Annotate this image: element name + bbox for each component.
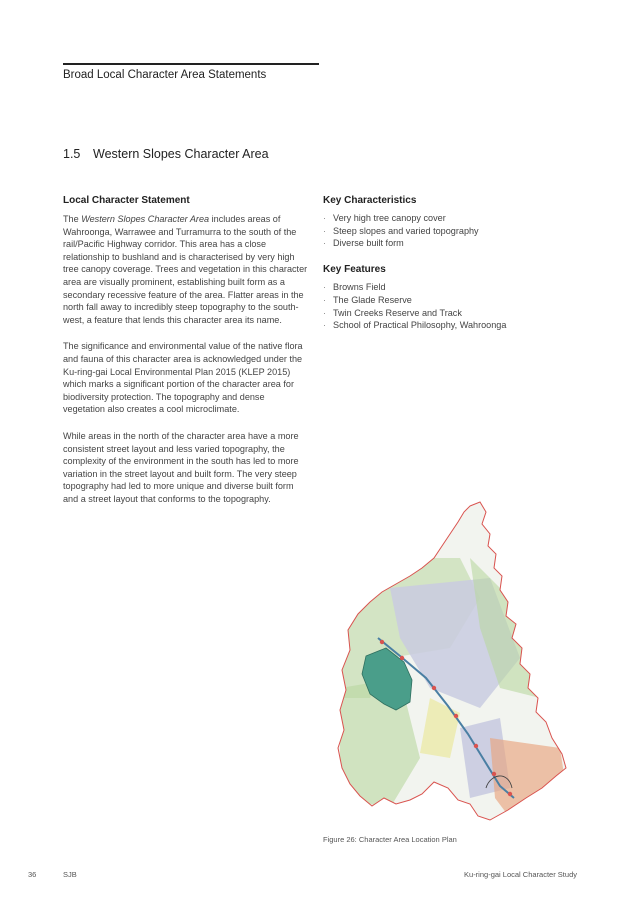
local-character-heading: Local Character Statement: [63, 195, 190, 206]
key-features-list: [323, 281, 583, 332]
station-marker: [492, 772, 496, 776]
footer-study-title: Ku-ring-gai Local Character Study: [464, 870, 577, 879]
list-item: · Twin Creeks Reserve and Track: [323, 307, 583, 320]
local-character-paragraph-3: While areas in the north of the character area have a more consistent street layout and less varied topography, the complexity of the environment in the south has led to more variation in the street layout and built form. The very steep topography had led to more unique and diverse built form and a street layout that conforms to the topography.: [63, 430, 299, 504]
list-item: · School of Practical Philosophy, Wahroonga: [323, 319, 583, 332]
page-number: 36: [28, 870, 37, 879]
station-marker: [380, 640, 384, 644]
station-marker: [474, 744, 478, 748]
footer-org: SJB: [63, 870, 77, 879]
station-marker: [400, 656, 404, 660]
station-marker: [508, 792, 512, 796]
list-item: · Very high tree canopy cover: [323, 212, 583, 225]
section-title: Western Slopes Character Area: [93, 147, 269, 161]
key-characteristics-heading: Key Characteristics: [323, 195, 417, 206]
section-number: 1.5: [63, 147, 81, 161]
list-item: · The Glade Reserve: [323, 294, 583, 307]
header-rule: [63, 63, 319, 65]
page-header-title: Broad Local Character Area Statements: [63, 69, 267, 81]
map-caption: Figure 26: Character Area Location Plan: [323, 835, 457, 844]
list-item: · Diverse built form: [323, 237, 583, 250]
list-item: · Steep slopes and varied topography: [323, 225, 583, 238]
character-area-location-map: [330, 498, 570, 828]
key-characteristics-list: [323, 212, 583, 250]
local-character-paragraph-1: [63, 213, 308, 326]
local-character-paragraph-2: The significance and environmental value of the native flora and fauna of this character area is acknowledged under the Ku-ring-gai Local Environmental Plan 2015 (KLEP 2015) which marks a significant portion of the character area for biodiversity protection. The topography and dense vegetation also creates a cool microclimate.: [63, 341, 303, 415]
characteristics-column: [323, 195, 583, 332]
p1-prefix: The: [63, 214, 82, 224]
key-features-heading: Key Features: [323, 264, 386, 276]
p1-italic: Western Slopes Character Area: [81, 214, 210, 224]
orange-zone: [490, 738, 566, 818]
list-item: · Browns Field: [323, 281, 583, 294]
station-marker: [432, 686, 436, 690]
p1-rest: includes areas of Wahroonga, Warrawee and Turramurra to the south of the rail/Pacific Highway corridor. This area has a close relationship to bushland and is characterised by very high tree canopy coverage. Trees and vegetation in this character area are visually prominent, establishing built form as a secondary recessive feature of the area. Flatter areas in the north fall away to incredibly steep topography to the south-west, a feature that lends this character area its name.: [63, 214, 308, 325]
local-character-column: [63, 195, 308, 519]
station-marker: [454, 714, 458, 718]
section-heading: [63, 147, 269, 161]
